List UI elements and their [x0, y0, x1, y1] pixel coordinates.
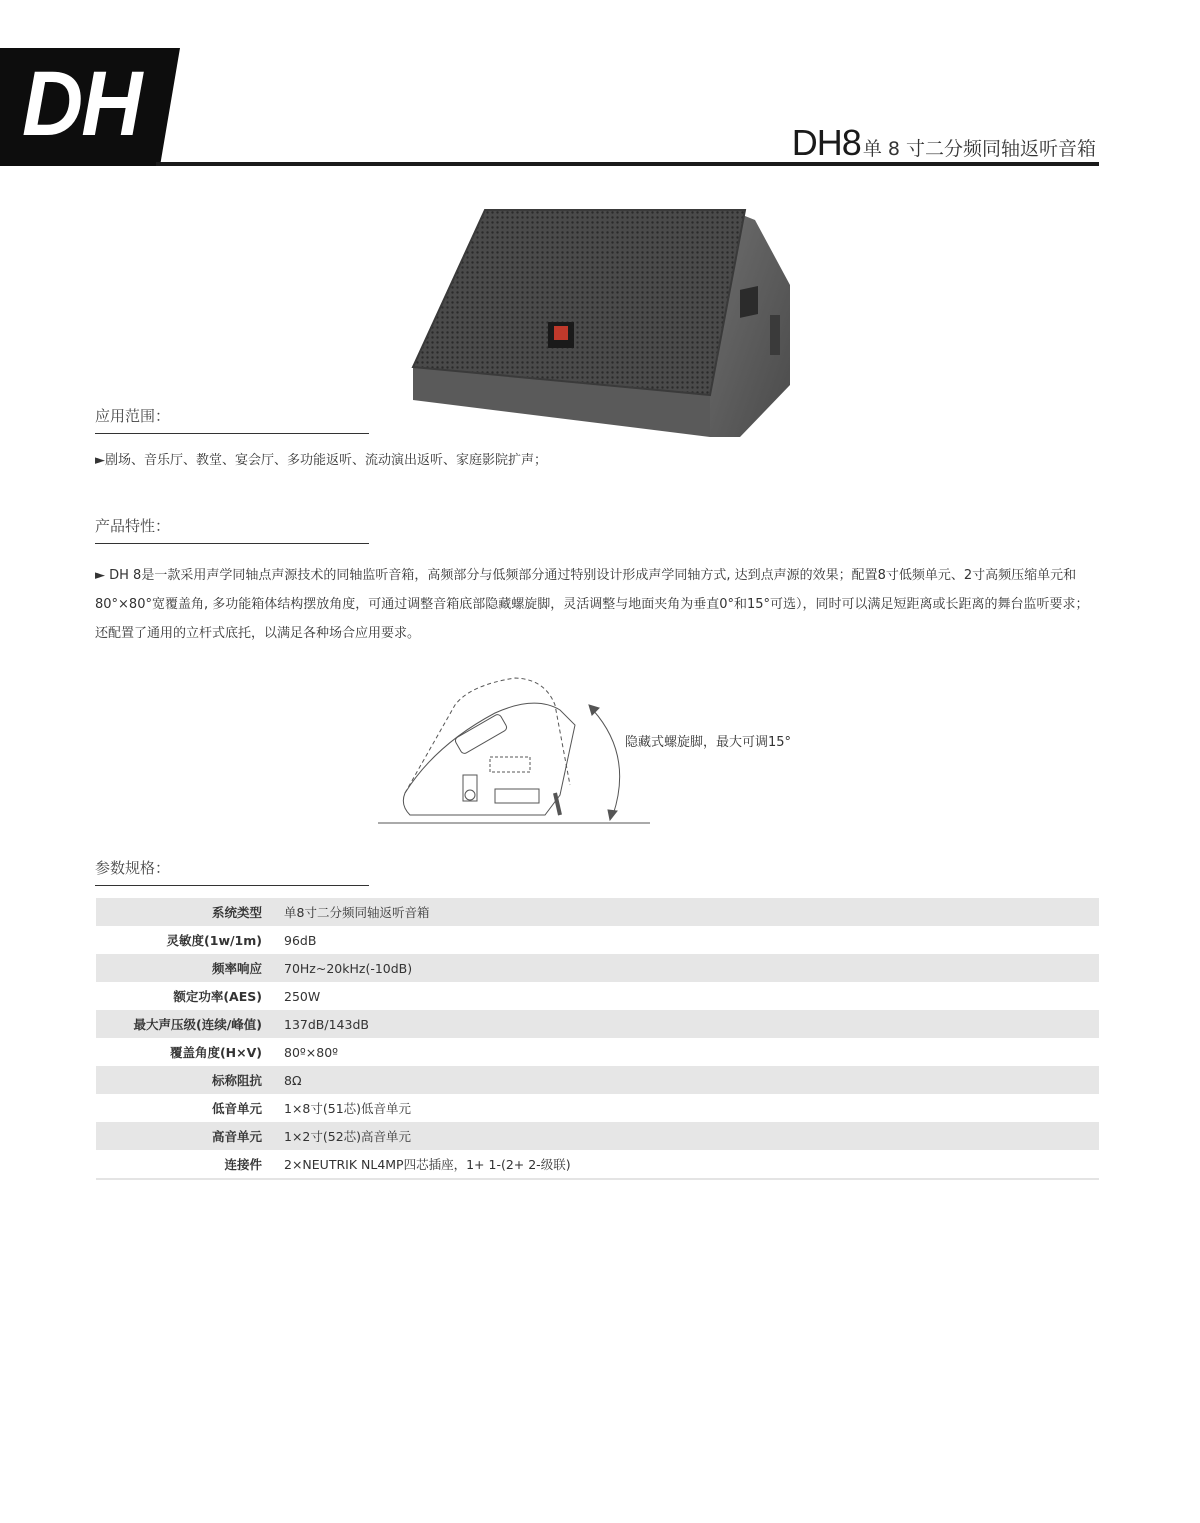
features-heading: 产品特性： [95, 515, 369, 544]
spec-label: 频率响应 [96, 954, 284, 982]
spec-value: 80º×80º [284, 1038, 1099, 1066]
diagram-caption: 隐藏式螺旋脚，最大可调15° [625, 735, 792, 750]
table-row [96, 1122, 1099, 1150]
spec-label: 覆盖角度(H×V) [96, 1038, 284, 1066]
model-description: 单 8 寸二分频同轴返听音箱 [862, 138, 1096, 160]
table-row [96, 1094, 1099, 1122]
tilt-diagram [375, 665, 655, 830]
spec-label: 灵敏度(1w/1m) [96, 926, 284, 954]
features-text: ► DH 8是一款采用声学同轴点声源技术的同轴监听音箱，高频部分与低频部分通过特别设计形成声学同轴方式, 达到点声源的效果；配置8寸低频单元、2寸高频压缩单元和80°×80°宽覆盖角, 多功能箱体结构摆放角度，可通过调整音箱底部隐藏螺旋脚，灵活调整与地面夹角为垂直0°和15°可选），同时可以满足短距离或长距离的舞台监听要求；还配置了通用的立杆式底托，以满足各种场合应用要求。 [95, 568, 1089, 641]
table-row [96, 1066, 1099, 1094]
spec-label: 额定功率(AES) [96, 982, 284, 1010]
spec-value: 单8寸二分频同轴返听音箱 [284, 898, 1099, 926]
application-heading: 应用范围： [95, 405, 369, 434]
spec-label: 高音单元 [96, 1122, 284, 1150]
spec-value: 1×2寸(52芯)高音单元 [284, 1122, 1099, 1150]
spec-value: 70Hz~20kHz(-10dB) [284, 954, 1099, 982]
spec-label: 最大声压级(连续/峰值) [96, 1010, 284, 1038]
model-code: DH8 [791, 122, 861, 163]
brand-badge-text: DH [22, 53, 141, 155]
spec-label: 标称阻抗 [96, 1066, 284, 1094]
spec-value: 2×NEUTRIK NL4MP四芯插座，1+ 1-(2+ 2-级联) [284, 1150, 1099, 1179]
table-row [96, 1010, 1099, 1038]
table-row [96, 982, 1099, 1010]
application-text: ►剧场、音乐厅、教堂、宴会厅、多功能返听、流动演出返听、家庭影院扩声； [95, 453, 547, 468]
table-row [96, 926, 1099, 954]
spec-label: 系统类型 [96, 898, 284, 926]
table-row [96, 1038, 1099, 1066]
table-row [96, 1150, 1099, 1179]
spec-label: 低音单元 [96, 1094, 284, 1122]
product-image [410, 205, 802, 437]
spec-value: 1×8寸(51芯)低音单元 [284, 1094, 1099, 1122]
spec-value: 137dB/143dB [284, 1010, 1099, 1038]
spec-value: 96dB [284, 926, 1099, 954]
spec-value: 8Ω [284, 1066, 1099, 1094]
table-row [96, 954, 1099, 982]
spec-table [96, 898, 1099, 1180]
specs-heading: 参数规格： [95, 857, 369, 886]
spec-label: 连接件 [96, 1150, 284, 1179]
table-row [96, 898, 1099, 926]
model-title [792, 122, 1096, 164]
spec-value: 250W [284, 982, 1099, 1010]
